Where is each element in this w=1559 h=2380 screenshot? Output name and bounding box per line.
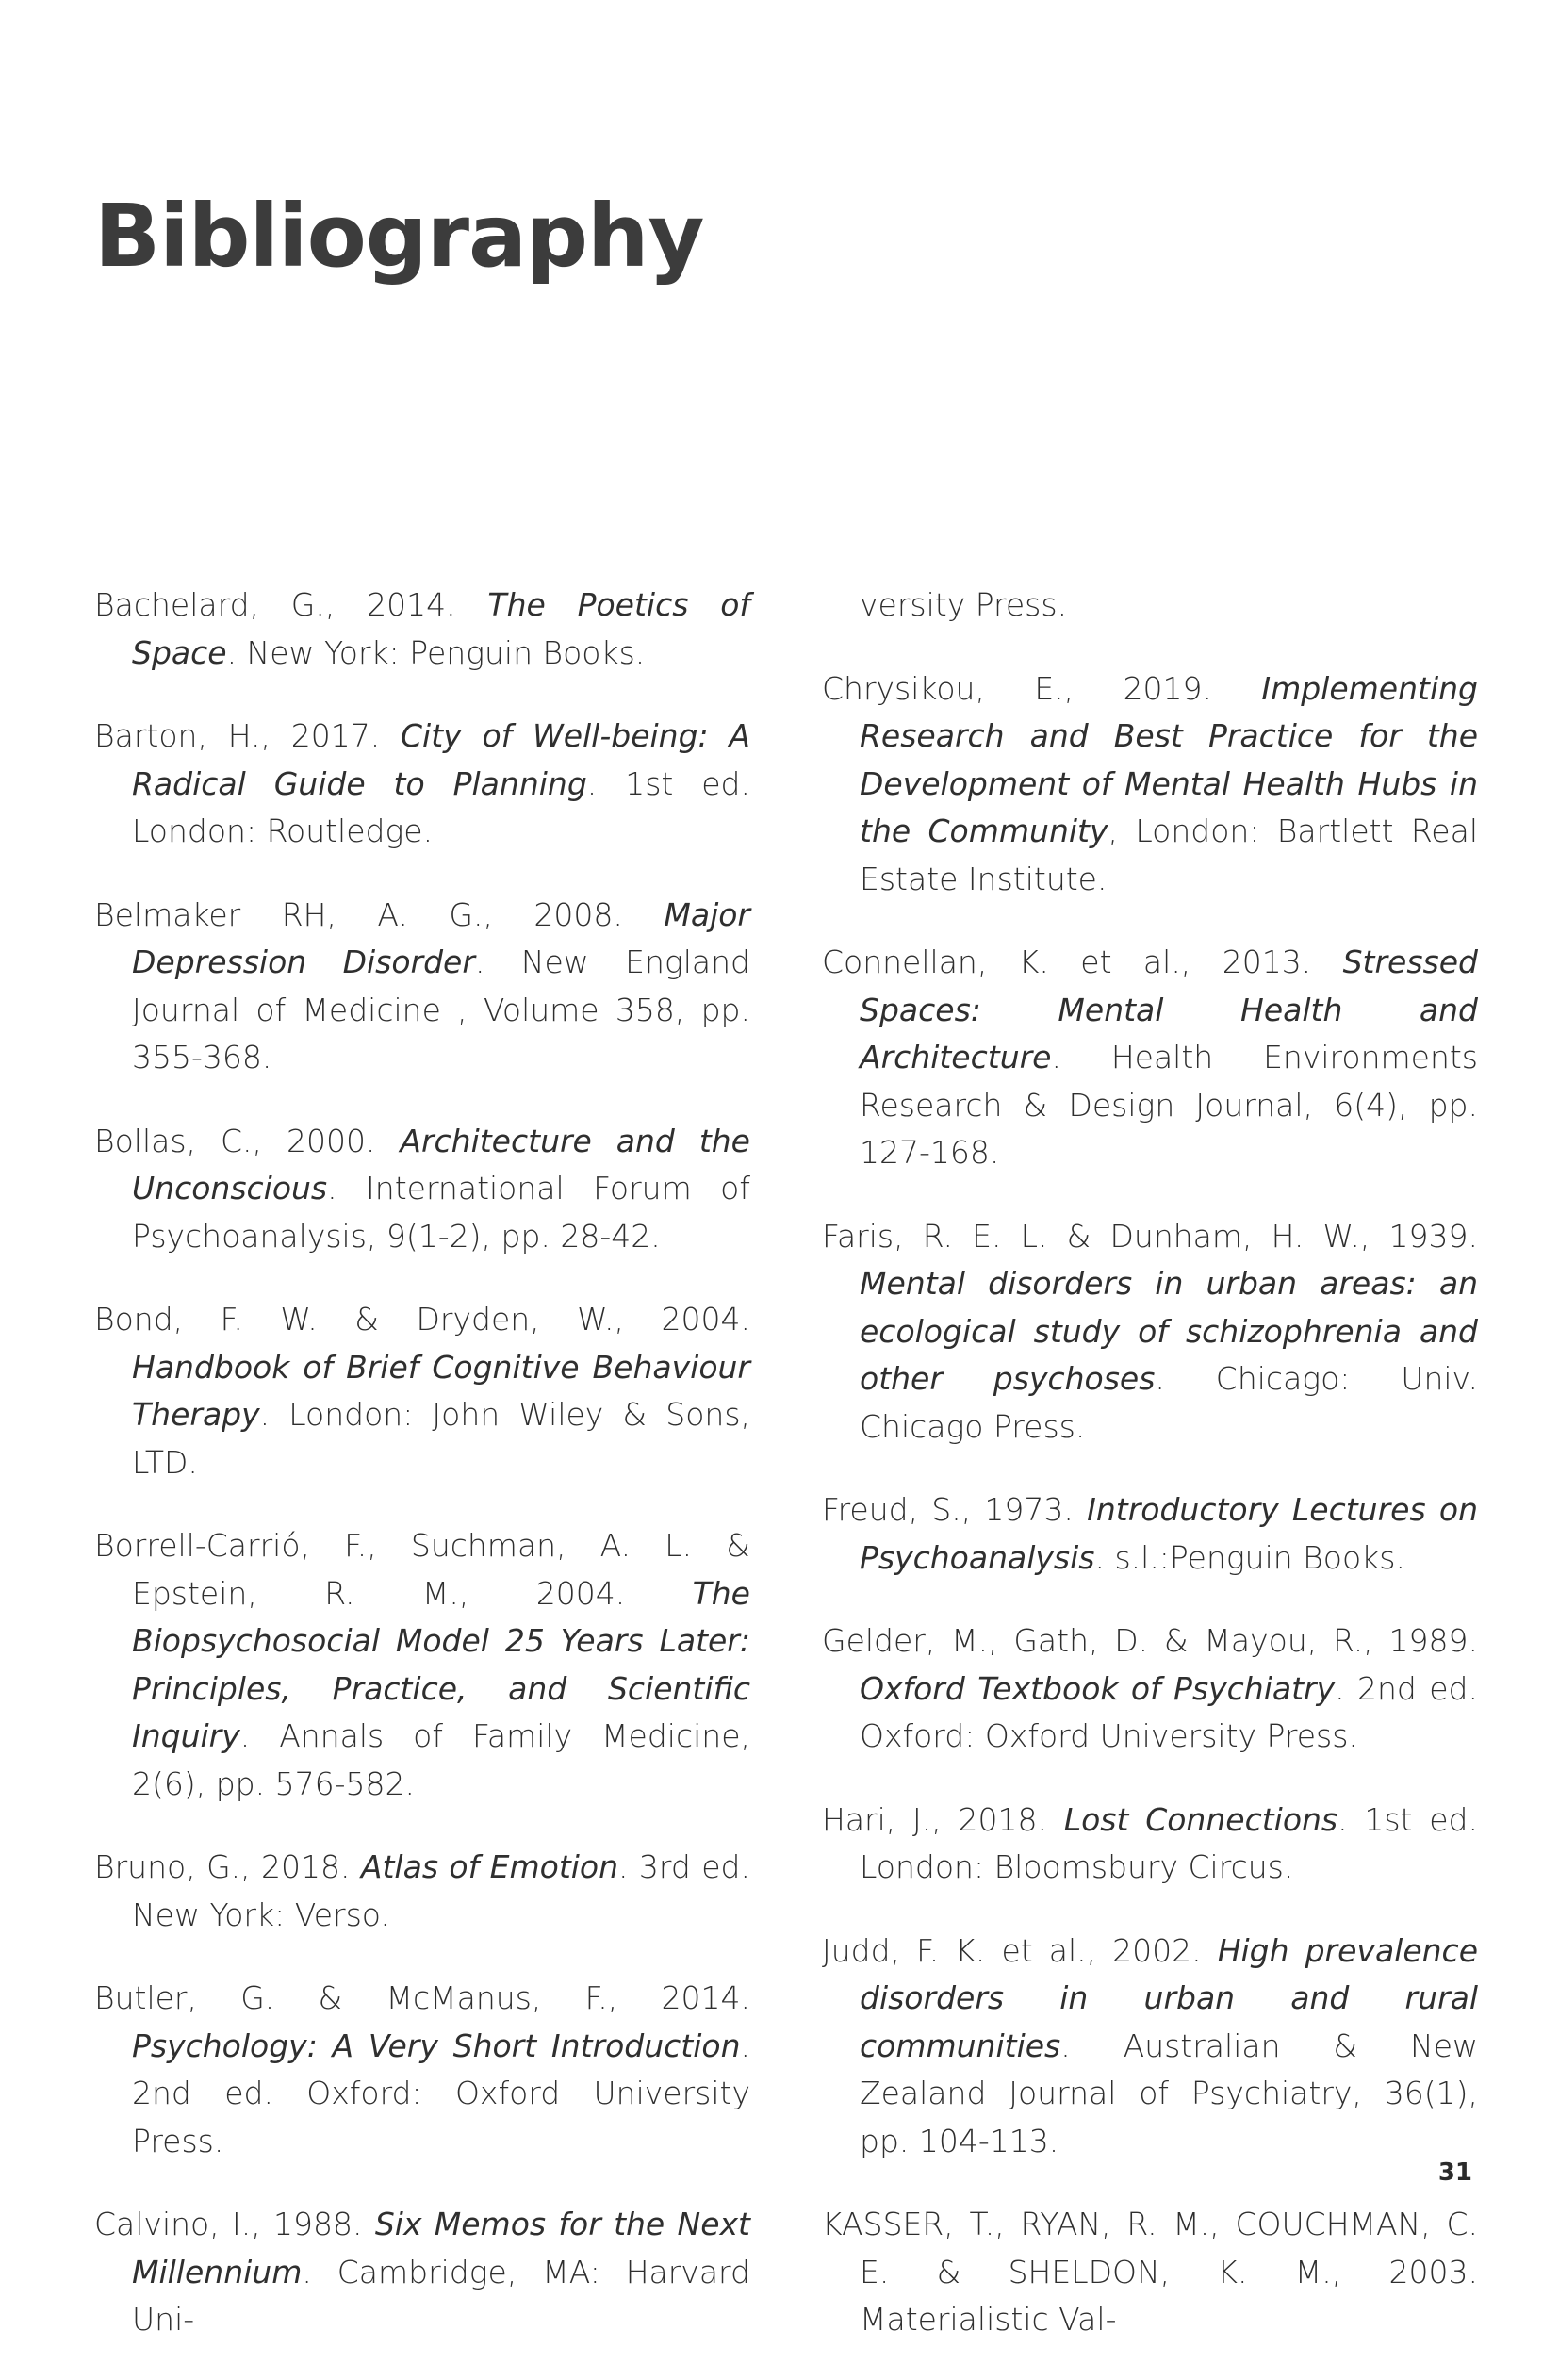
reference-entry: Bollas, C., 2000. Architecture and the Unconscious. International Forum of Psychoanalysis, 9(1-2), pp. 28-42. [94, 1122, 750, 1255]
bibliography-right-column [822, 582, 1478, 2380]
reference-entry: Hari, J., 2018. Lost Connections. 1st ed. London: Bloomsbury Circus. [822, 1800, 1478, 1885]
reference-entry: Bond, F. W. & Dryden, W., 2004. Handbook of Brief Cognitive Behaviour Therapy. London: John Wiley & Sons, LTD. [94, 1301, 750, 1481]
reference-entry: Bachelard, G., 2014. The Poetics of Space. New York: Penguin Books. [94, 586, 751, 671]
reference-entry: Belmaker RH, A. G., 2008. Major Depression Disorder. New England Journal of Medicine , Volume 358, pp. 355-368. [94, 895, 750, 1075]
reference-entry: Freud, S., 1973. Introductory Lectures on Psychoanalysis. s.l.:Penguin Books. [822, 1491, 1478, 1576]
reference-entry: Judd, F. K. et al., 2002. High prevalence disorders in urban and rural communities. Australian & New Zealand Journal of Psychiatry, 36(1), pp. 104-113. [822, 1931, 1478, 2159]
reference-entry: Barton, H., 2017. City of Well-being: A Radical Guide to Planning. 1st ed. London: Routledge. [94, 717, 751, 849]
page-title: Bibliography [94, 186, 704, 287]
reference-continuation: versity Press. [860, 586, 1068, 623]
reference-entry: Chrysikou, E., 2019. Implementing Research and Best Practice for the Development of Mental Health Hubs in the Community, London: Bartlett Real Estate Institute. [822, 669, 1478, 897]
bibliography-left-column [94, 582, 750, 2380]
reference-entry: Butler, G. & McManus, F., 2014. Psychology: A Very Short Introduction. 2nd ed. Oxford: Oxford University Press. [94, 1979, 750, 2159]
reference-entry: Faris, R. E. L. & Dunham, H. W., 1939. Mental disorders in urban areas: an ecological study of schizophrenia and other psychoses. Chicago: Univ. Chicago Press. [822, 1217, 1478, 1445]
page-number: 31 [1437, 2158, 1472, 2187]
reference-entry: Gelder, M., Gath, D. & Mayou, R., 1989. Oxford Textbook of Psychiatry. 2nd ed. Oxford: Oxford University Press. [822, 1622, 1478, 1754]
reference-entry: Connellan, K. et al., 2013. Stressed Spaces: Mental Health and Architecture. Health Environments Research & Design Journal, 6(4), pp. 127-168. [822, 944, 1478, 1171]
reference-entry: Borrell-Carrió, F., Suchman, A. L. & Epstein, R. M., 2004. The Biopsychosocial Model 25 Years Later: Principles, Practice, and Scientific Inquiry. Annals of Family Medicine, 2(6), pp. 576-582. [94, 1527, 750, 1802]
reference-entry: Calvino, I., 1988. Six Memos for the Next Millennium. Cambridge, MA: Harvard Uni- [94, 2206, 750, 2338]
reference-entry: Bruno, G., 2018. Atlas of Emotion. 3rd ed. New York: Verso. [94, 1848, 750, 1933]
reference-entry: KASSER, T., RYAN, R. M., COUCHMAN, C. E. & SHELDON, K. M., 2003. Materialistic Val- [822, 2206, 1478, 2338]
